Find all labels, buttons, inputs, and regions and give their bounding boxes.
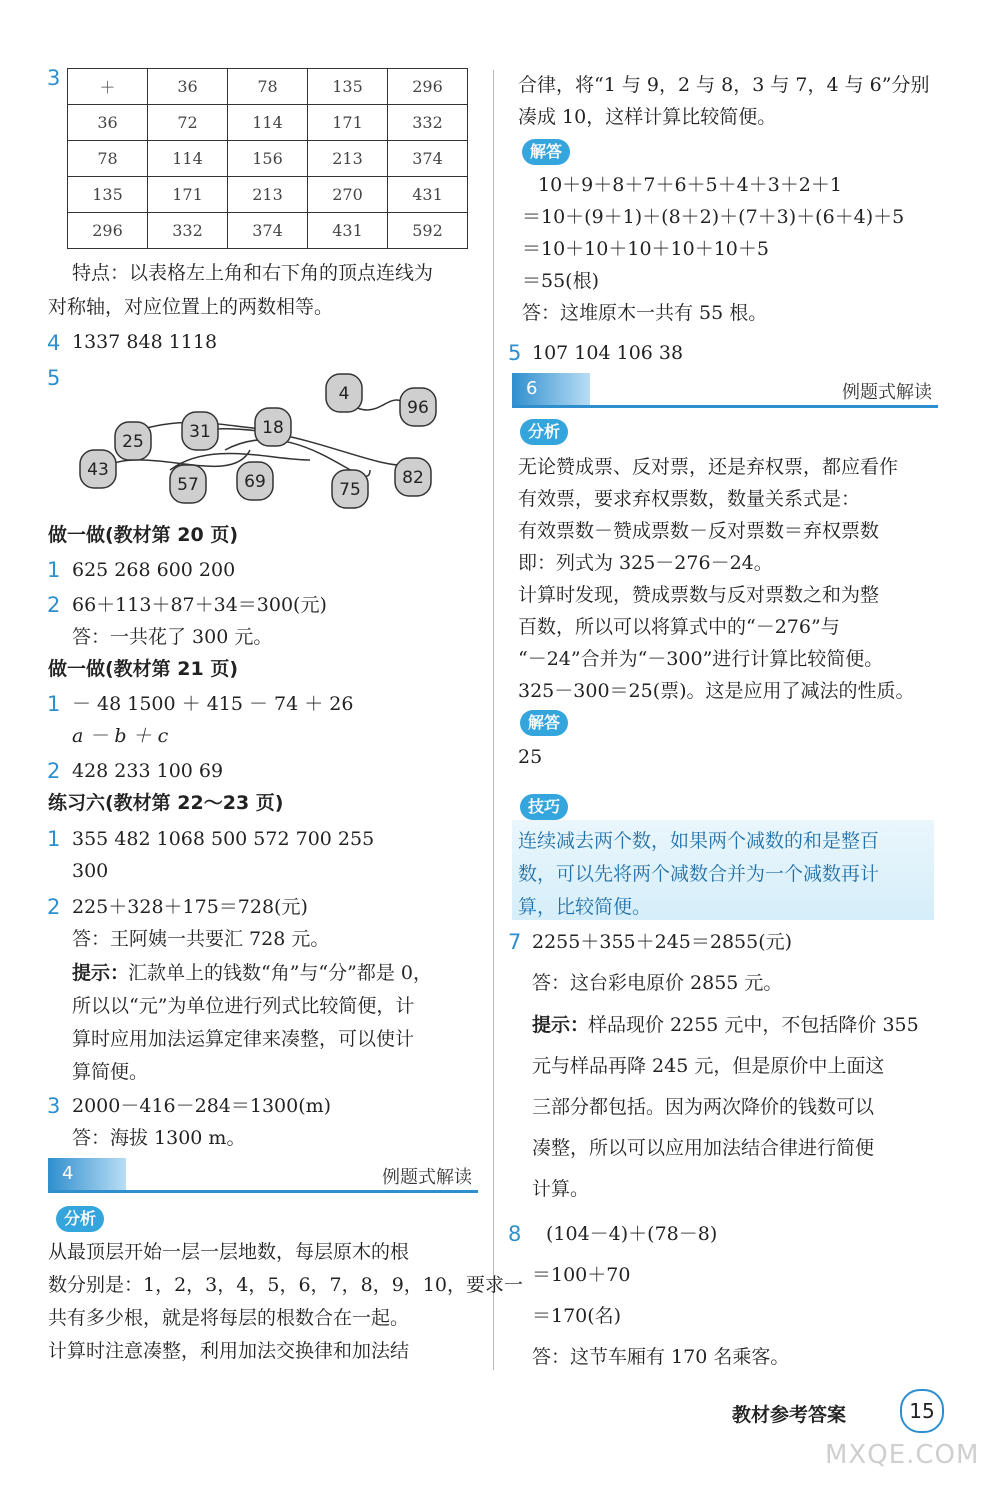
analysis-text: 有效票数－赞成票数－反对票数＝弃权票数 [518,520,880,542]
analysis-text: 百数，所以可以将算式中的“－276”与 [518,616,840,638]
analysis-text: 凑成 10，这样计算比较简便。 [518,106,777,128]
mitten-number: 69 [244,472,266,492]
tip-text: 凑整，所以可以应用加法结合律进行简便 [532,1137,875,1159]
footer-label: 教材参考答案 [732,1404,847,1426]
page-number: 15 [900,1389,944,1433]
table-cell: 171 [148,177,228,213]
table-cell: 332 [388,105,468,141]
table-cell: 332 [148,213,228,249]
calc-line: ＝100＋70 [532,1264,631,1286]
table-cell: 36 [68,105,148,141]
mitten-number: 18 [262,418,284,438]
table-cell: 431 [308,213,388,249]
example-label: 例题式解读 [382,1167,472,1188]
answer-text: 355 482 1068 500 572 700 255 [72,828,375,850]
calc-line: ＝55(根) [522,270,600,292]
table-cell: 78 [68,141,148,177]
question-number: 2 [47,759,61,783]
question-number: 1 [47,558,61,582]
question-number: 3 [47,66,61,90]
analysis-text: 从最顶层开始一层一层地数，每层原木的根 [48,1241,410,1263]
question-number: 1 [47,692,61,716]
answer-text: 答：一共花了 300 元。 [72,626,273,648]
section-title: 做一做(教材第 21 页) [48,658,239,680]
table-note: 对称轴，对应位置上的两数相等。 [48,296,334,318]
question-number: 8 [508,1222,522,1246]
tip-pill: 技巧 [520,794,568,820]
answer-text: 66＋113＋87＋34＝300(元) [72,594,327,616]
calc-line: ＝10＋10＋10＋10＋10＋5 [522,238,769,260]
tip-text: 元与样品再降 245 元，但是原价中上面这 [532,1055,885,1077]
question-number: 4 [47,331,61,355]
answer-text: 2000－416－284＝1300(m) [72,1095,332,1117]
tip-text: 连续减去两个数，如果两个减数的和是整百 [518,830,880,852]
table-cell: 135 [68,177,148,213]
question-number: 5 [508,341,522,365]
table-cell: 135 [308,69,388,105]
watermark: MXQE.COM [825,1440,980,1470]
tip-text: 所以以“元”为单位进行列式比较简便，计 [72,995,415,1017]
table-cell: 374 [228,213,308,249]
table-note: 特点：以表格左上角和右下角的顶点连线为 [72,262,434,284]
analysis-text: 325－300＝25(票)。这是应用了减法的性质。 [518,680,915,702]
mitten-number: 25 [122,432,144,452]
table-cell: 156 [228,141,308,177]
answer-text: 225＋328＋175＝728(元) [72,896,308,918]
answer-text: 25 [518,746,543,768]
table-cell: 171 [308,105,388,141]
table-cell: 296 [68,213,148,249]
mittens-illustration [70,370,470,510]
table-cell: 592 [388,213,468,249]
answer-text: 107 104 106 38 [532,342,684,364]
analysis-text: 有效票，要求弃权票数，数量关系式是： [518,488,861,510]
table-cell: 374 [388,141,468,177]
analysis-text: 数分别是：1，2，3，4，5，6，7，8，9，10，要求一 [48,1274,523,1296]
analysis-text: 合律，将“1 与 9，2 与 8，3 与 7，4 与 6”分别 [518,74,930,96]
question-number: 1 [47,827,61,851]
question-number: 2 [47,593,61,617]
answer-text: 答：这台彩电原价 2855 元。 [532,972,783,994]
table-cell: 213 [228,177,308,213]
answer-text: － 48 1500 ＋ 415 － 74 ＋ 26 [72,693,354,715]
answer-text: 答：王阿姨一共要汇 728 元。 [72,928,330,950]
table-cell: 431 [388,177,468,213]
table-cell: 72 [148,105,228,141]
table-cell: 270 [308,177,388,213]
tip-text: 样品现价 2255 元中，不包括降价 355 [588,1014,919,1036]
calc-line: 答：这堆原木一共有 55 根。 [522,302,768,324]
section-title: 做一做(教材第 20 页) [48,524,239,546]
answer-text: 2255＋355＋245＝2855(元) [532,931,793,953]
example-badge: 4 [48,1158,126,1190]
analysis-pill: 分析 [56,1206,104,1232]
answer-text: 答：海拔 1300 m。 [72,1127,246,1149]
mitten-number: 57 [177,475,199,495]
tip-text: 算时应用加法运算定律来凑整，可以使计 [72,1028,415,1050]
example-badge: 6 [512,373,590,405]
answer-text: 428 233 100 69 [72,760,224,782]
answer-text: 答：这节车厢有 170 名乘客。 [532,1346,790,1368]
mitten-number: 96 [407,398,429,418]
mitten-number: 82 [402,468,424,488]
example-label: 例题式解读 [842,382,932,403]
tip-text: 汇款单上的钱数“角”与“分”都是 0， [128,962,432,984]
tip-text: 算，比较简便。 [518,896,652,918]
calc-line: ＝170(名) [532,1305,622,1327]
analysis-text: “－24”合并为“－300”进行计算比较简便。 [518,648,884,670]
column-divider [493,70,494,1370]
table-cell: 296 [388,69,468,105]
mitten-number: 4 [338,384,350,404]
example-header-4 [48,1158,478,1193]
analysis-text: 无论赞成票、反对票，还是弃权票，都应看作 [518,456,899,478]
analysis-text: 计算时发现，赞成票数与反对票数之和为整 [518,584,880,606]
question-number: 7 [508,930,522,954]
answer-pill: 解答 [520,710,568,736]
tip-text: 计算。 [532,1178,590,1200]
analysis-text: 即：列式为 325－276－24。 [518,552,773,574]
answer-text: 300 [72,860,109,882]
mitten-number: 75 [339,480,361,500]
tip-label: 提示： [532,1014,590,1036]
example-header-6 [512,373,938,408]
addition-table [67,68,468,249]
calc-line: ＝10＋(9＋1)＋(8＋2)＋(7＋3)＋(6＋4)＋5 [522,206,905,228]
answer-text: 625 268 600 200 [72,559,236,581]
table-cell: 78 [228,69,308,105]
tip-text: 算简便。 [72,1061,149,1083]
analysis-text: 共有多少根，就是将每层的根数合在一起。 [48,1307,410,1329]
section-title: 练习六(教材第 22～23 页) [48,792,284,814]
question-number: 3 [47,1094,61,1118]
question-number: 2 [47,895,61,919]
answer-text: 1337 848 1118 [72,331,218,353]
table-cell: 36 [148,69,228,105]
tip-text: 三部分都包括。因为两次降价的钱数可以 [532,1096,875,1118]
tip-text: 数，可以先将两个减数合并为一个减数再计 [518,863,880,885]
table-cell: 114 [148,141,228,177]
table-cell: 213 [308,141,388,177]
mitten-number: 43 [87,460,109,480]
answer-pill: 解答 [522,139,570,165]
calc-line: 10＋9＋8＋7＋6＋5＋4＋3＋2＋1 [538,174,842,196]
answer-text: a － b ＋ c [72,725,169,747]
table-cell: ＋ [68,69,148,105]
question-number: 5 [47,366,61,390]
analysis-text: 计算时注意凑整，利用加法交换律和加法结 [48,1340,410,1362]
calc-line: (104－4)＋(78－8) [546,1223,718,1245]
table-cell: 114 [228,105,308,141]
tip-label: 提示： [72,962,130,984]
analysis-pill: 分析 [520,419,568,445]
mitten-number: 31 [189,422,211,442]
